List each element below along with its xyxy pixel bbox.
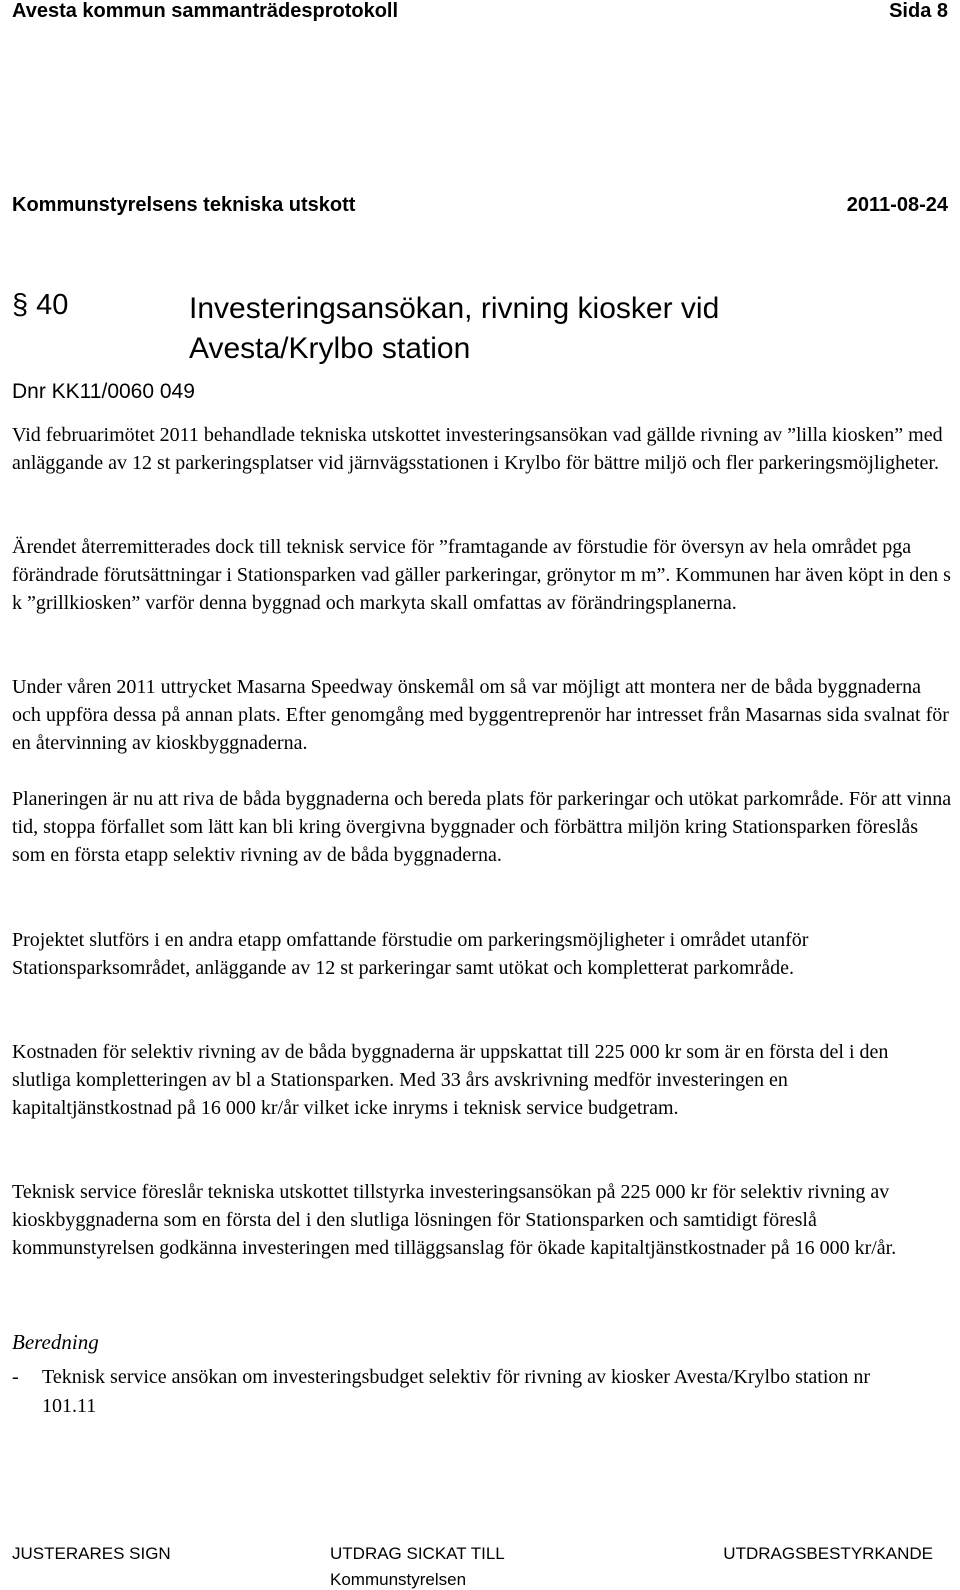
paragraph-1: Vid februarimötet 2011 behandlade tekniska utskottet investeringsansökan vad gällde rivning av ”lilla kiosken” med anläggande av 12 st parkeringsplatser vid järnvägsstationen i Krylbo för bättre miljö och fler parkeringsmöjligheter. (12, 424, 943, 474)
list-item: Teknisk service ansökan om investeringsbudget selektiv för rivning av kiosker Avesta/Krylbo station nr 101.11 (42, 1366, 871, 1417)
meeting-date: 2011-08-24 (846, 194, 948, 216)
page-number: Sida 8 (889, 0, 948, 22)
document-title: Avesta kommun sammanträdesprotokoll (12, 0, 399, 22)
section-number-value: 40 (36, 289, 69, 321)
committee-name: Kommunstyrelsens tekniska utskott (12, 194, 356, 216)
section-title: Investeringsansökan, rivning kiosker vid Avesta/Krylbo station (189, 292, 720, 365)
beredning-heading: Beredning (12, 1330, 99, 1354)
paragraph-5: Projektet slutförs i en andra etapp omfattande förstudie om parkeringsmöjligheter i området utanför Stationsparksområdet, anläggande av 12 st parkeringar samt utökat och kompletterat parkområde. (12, 929, 809, 979)
section-symbol: § (12, 289, 29, 321)
case-number: Dnr KK11/0060 049 (12, 380, 195, 403)
footer-utdrag-recipient: Kommunstyrelsen (330, 1570, 467, 1589)
paragraph-3: Under våren 2011 uttrycket Masarna Speedway önskemål om så var möjligt att montera ner de båda byggnaderna och uppföra dessa på annan plats. Efter genomgång med byggentreprenör har intresset från Masarnas sida svalnat för en återvinning av kioskbyggnaderna. (12, 676, 949, 754)
list-bullet: - (12, 1366, 19, 1388)
paragraph-4: Planeringen är nu att riva de båda byggnaderna och bereda plats för parkeringar och utökat parkområde. För att vinna tid, stoppa förfallet som lätt kan bli kring övergivna byggnader och förbättra miljön kring Stationsparken föreslås som en första etapp selektiv rivning av de båda byggnaderna. (12, 788, 952, 866)
footer-bestyrkande: UTDRAGSBESTYRKANDE (723, 1544, 933, 1563)
paragraph-2: Ärendet återremitterades dock till teknisk service för ”framtagande av förstudie för översyn av hela området pga förändrade förutsättningar i Stationsparken vad gäller parkeringar, grönytor m m”. Kommunen har även köpt in den s k ”grillkiosken” varför denna byggnad och markyta skall omfattas av förändringsplanerna. (12, 536, 951, 614)
paragraph-7: Teknisk service föreslår tekniska utskottet tillstyrka investeringsansökan på 225 000 kr för selektiv rivning av kioskbyggnaderna som en första del i den slutliga lösningen för Stationsparken och samtidigt föreslå kommunstyrelsen godkänna investeringen med tilläggsanslag för ökade kapitaltjänstkostnader på 16 000 kr/år. (12, 1181, 897, 1259)
section-number (12, 289, 68, 322)
paragraph-6: Kostnaden för selektiv rivning av de båda byggnaderna är uppskattat till 225 000 kr som är en första del i den slutliga kompletteringen av bl a Stationsparken. Med 33 års avskrivning medför investeringen en kapitaltjänstkostnad på 16 000 kr/år vilket icke inryms i teknisk service budgetram. (12, 1041, 889, 1119)
footer-justerares: JUSTERARES SIGN (12, 1544, 171, 1563)
footer-utdrag: UTDRAG SICKAT TILL (330, 1544, 505, 1563)
